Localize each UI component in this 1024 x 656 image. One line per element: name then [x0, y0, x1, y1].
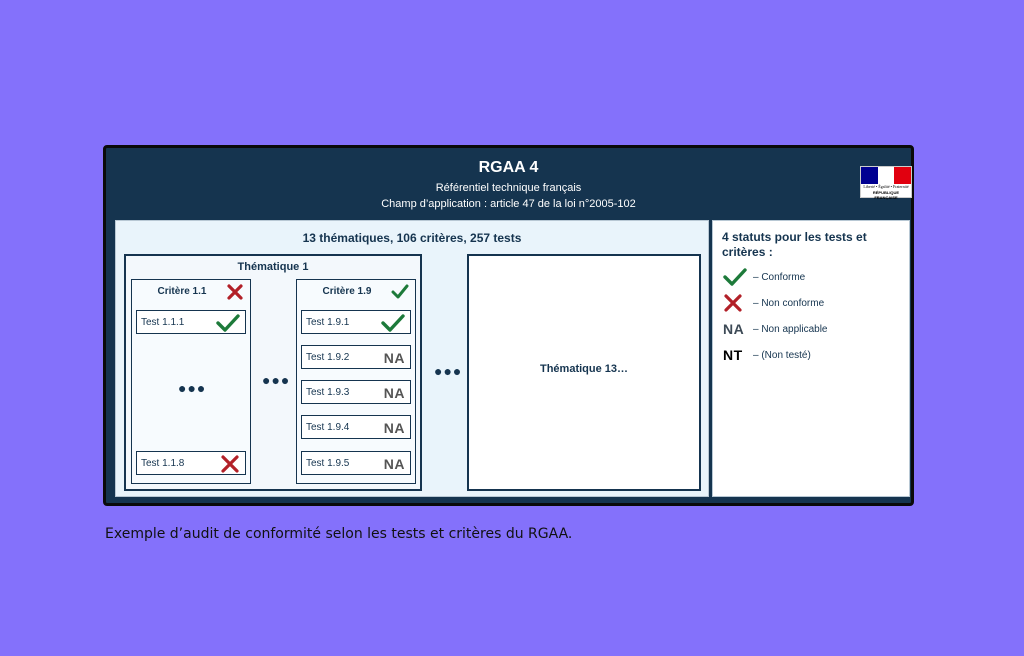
summary-title: 13 thématiques, 106 critères, 257 tests — [302, 231, 522, 245]
theme-1-title: Thématique 1 — [237, 261, 309, 273]
legend-item-non-conforme — [723, 292, 824, 314]
test-row — [136, 451, 246, 475]
rgaa-card — [103, 145, 914, 506]
ellipsis-icon: ●●● — [434, 363, 463, 379]
card-header — [106, 158, 911, 211]
criterion-title: Critère 1.1 — [157, 286, 207, 297]
theme-13-box — [467, 254, 701, 491]
check-icon — [381, 314, 405, 332]
test-row — [301, 310, 411, 334]
cross-icon — [723, 294, 743, 312]
test-label: Test 1.9.5 — [306, 458, 350, 469]
na-badge: NA — [383, 350, 405, 366]
test-row — [301, 345, 411, 369]
test-row — [301, 380, 411, 404]
nt-badge: NT — [723, 347, 743, 363]
test-label: Test 1.1.8 — [141, 458, 185, 469]
republique-francaise-logo — [860, 166, 912, 198]
test-label: Test 1.9.4 — [306, 422, 350, 433]
theme-13-title: Thématique 13… — [539, 363, 629, 375]
legend-item-conforme — [723, 266, 805, 288]
logo-name: RÉPUBLIQUE FRANÇAISE — [872, 190, 900, 200]
cross-icon — [226, 284, 244, 300]
legend-label: – Non conforme — [753, 297, 825, 309]
theme-1-box — [124, 254, 422, 491]
criterion-1-9 — [296, 279, 416, 484]
ellipsis-icon: ●●● — [262, 372, 291, 388]
ellipsis-icon: ●●● — [178, 380, 207, 396]
audit-panel — [115, 220, 709, 497]
cross-icon — [220, 455, 240, 473]
logo-motto: Liberté • Égalité • Fraternité — [863, 184, 909, 189]
check-icon — [391, 284, 409, 300]
card-title: RGAA 4 — [478, 159, 539, 176]
test-row — [136, 310, 246, 334]
card-subtitle: Référentiel technique français — [435, 182, 582, 194]
legend-label: – (Non testé) — [753, 349, 811, 361]
legend-label: – Conforme — [753, 271, 806, 283]
criterion-1-1 — [131, 279, 251, 484]
legend-panel — [712, 220, 910, 497]
test-label: Test 1.9.2 — [306, 352, 350, 363]
criterion-title: Critère 1.9 — [322, 286, 372, 297]
test-row — [301, 451, 411, 475]
test-label: Test 1.9.3 — [306, 387, 350, 398]
na-badge: NA — [383, 385, 405, 401]
legend-label: – Non applicable — [753, 323, 828, 335]
legend-item-non-teste — [723, 344, 811, 366]
figure-caption: Exemple d’audit de conformité selon les tests et critères du RGAA. — [105, 526, 573, 542]
legend-item-non-applicable — [723, 318, 828, 340]
card-scope: Champ d’application : article 47 de la loi n°2005-102 — [381, 198, 636, 210]
na-badge: NA — [383, 420, 405, 436]
legend-title: 4 statuts pour les tests et critères : — [722, 230, 867, 259]
na-badge: NA — [383, 456, 405, 472]
test-row — [301, 415, 411, 439]
check-icon — [723, 268, 747, 286]
na-badge: NA — [723, 321, 745, 337]
test-label: Test 1.9.1 — [306, 317, 350, 328]
check-icon — [216, 314, 240, 332]
test-label: Test 1.1.1 — [141, 317, 185, 328]
